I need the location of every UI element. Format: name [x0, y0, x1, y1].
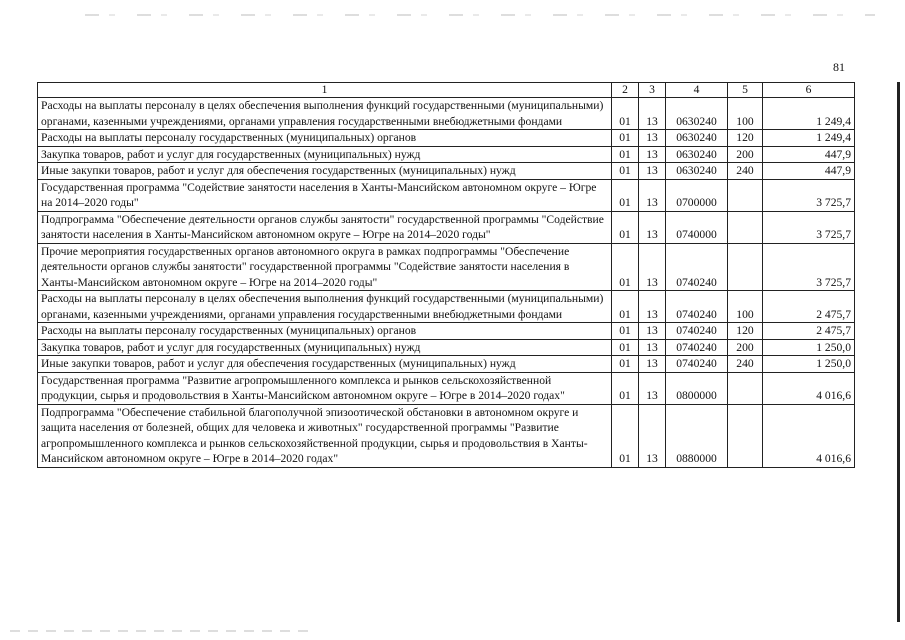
row-section-cell: 01	[612, 130, 639, 147]
row-target-article-cell: 0630240	[666, 98, 728, 130]
table-row	[38, 163, 855, 180]
row-amount-cell: 2 475,7	[763, 323, 855, 340]
row-amount-cell: 4 016,6	[763, 372, 855, 404]
row-expense-type-cell: 240	[728, 163, 763, 180]
table-row	[38, 291, 855, 323]
row-amount-cell: 1 249,4	[763, 130, 855, 147]
row-name-cell: Государственная программа "Развитие агропромышленного комплекса и рынков сельскохозяйственной продукции, сырья и продовольствия в Ханты-Мансийском автономном округе – Югре в 2014–2020 годах"	[38, 372, 612, 404]
table-row	[38, 211, 855, 243]
row-subsection-cell: 13	[639, 98, 666, 130]
row-subsection-cell: 13	[639, 356, 666, 373]
row-target-article-cell: 0700000	[666, 179, 728, 211]
row-section-cell: 01	[612, 356, 639, 373]
row-target-article-cell: 0740000	[666, 211, 728, 243]
table-row	[38, 179, 855, 211]
header-cell-name: 1	[38, 83, 612, 98]
row-expense-type-cell	[728, 372, 763, 404]
row-target-article-cell: 0630240	[666, 146, 728, 163]
row-amount-cell: 3 725,7	[763, 211, 855, 243]
row-expense-type-cell: 100	[728, 98, 763, 130]
row-name-cell: Иные закупки товаров, работ и услуг для обеспечения государственных (муниципальных) нужд	[38, 356, 612, 373]
row-amount-cell: 4 016,6	[763, 404, 855, 467]
row-subsection-cell: 13	[639, 163, 666, 180]
row-expense-type-cell: 120	[728, 323, 763, 340]
row-name-cell: Государственная программа "Содействие занятости населения в Ханты-Мансийском автономном округе – Югре на 2014–2020 годы"	[38, 179, 612, 211]
budget-table-body	[38, 83, 855, 468]
row-subsection-cell: 13	[639, 130, 666, 147]
row-subsection-cell: 13	[639, 146, 666, 163]
row-section-cell: 01	[612, 404, 639, 467]
row-name-cell: Закупка товаров, работ и услуг для государственных (муниципальных) нужд	[38, 339, 612, 356]
row-expense-type-cell: 200	[728, 146, 763, 163]
budget-table	[37, 82, 855, 468]
row-name-cell: Подпрограмма "Обеспечение деятельности органов службы занятости" государственной программы "Содействие занятости населения в Ханты-Мансийском автономном округе – Югре на 2014–2020 годы"	[38, 211, 612, 243]
row-subsection-cell: 13	[639, 372, 666, 404]
row-name-cell: Расходы на выплаты персоналу в целях обеспечения выполнения функций государственными (муниципальными) органами, казенными учреждениями, органами управления государственными внебюджетными фондами	[38, 98, 612, 130]
row-target-article-cell: 0880000	[666, 404, 728, 467]
table-row	[38, 146, 855, 163]
row-target-article-cell: 0740240	[666, 323, 728, 340]
row-target-article-cell: 0800000	[666, 372, 728, 404]
header-cell-rz: 2	[612, 83, 639, 98]
row-expense-type-cell: 200	[728, 339, 763, 356]
row-name-cell: Закупка товаров, работ и услуг для государственных (муниципальных) нужд	[38, 146, 612, 163]
row-name-cell: Подпрограмма "Обеспечение стабильной благополучной эпизоотической обстановки в автономном округе и защита населения от болезней, общих для человека и животных" государственной программы "Развитие агропромышленного комплекса и рынков сельскохозяйственной продукции, сырья и продовольствия в Ханты-Мансийском автономном округе – Югре в 2014–2020 годах"	[38, 404, 612, 467]
row-section-cell: 01	[612, 98, 639, 130]
header-cell-vr: 5	[728, 83, 763, 98]
row-amount-cell: 3 725,7	[763, 179, 855, 211]
table-row	[38, 372, 855, 404]
row-section-cell: 01	[612, 372, 639, 404]
row-subsection-cell: 13	[639, 211, 666, 243]
row-name-cell: Иные закупки товаров, работ и услуг для обеспечения государственных (муниципальных) нужд	[38, 163, 612, 180]
row-section-cell: 01	[612, 291, 639, 323]
row-amount-cell: 1 250,0	[763, 339, 855, 356]
row-target-article-cell: 0630240	[666, 163, 728, 180]
row-name-cell: Расходы на выплаты персоналу в целях обеспечения выполнения функций государственными (муниципальными) органами, казенными учреждениями, органами управления государственными внебюджетными фондами	[38, 291, 612, 323]
table-row	[38, 130, 855, 147]
table-row	[38, 243, 855, 291]
row-subsection-cell: 13	[639, 323, 666, 340]
footer-scan-noise	[10, 630, 310, 632]
row-section-cell: 01	[612, 323, 639, 340]
row-expense-type-cell	[728, 179, 763, 211]
row-subsection-cell: 13	[639, 404, 666, 467]
row-section-cell: 01	[612, 211, 639, 243]
row-name-cell: Расходы на выплаты персоналу государственных (муниципальных) органов	[38, 130, 612, 147]
row-expense-type-cell: 120	[728, 130, 763, 147]
table-header-row	[38, 83, 855, 98]
row-subsection-cell: 13	[639, 179, 666, 211]
table-row	[38, 356, 855, 373]
row-name-cell: Прочие мероприятия государственных органов автономного округа в рамках подпрограммы "Обеспечение деятельности органов службы занятости" государственной программы "Содействие занятости населения в Ханты-Мансийском автономном округе – Югре на 2014–2020 годы"	[38, 243, 612, 291]
row-section-cell: 01	[612, 243, 639, 291]
row-target-article-cell: 0630240	[666, 130, 728, 147]
table-row	[38, 404, 855, 467]
row-section-cell: 01	[612, 339, 639, 356]
row-section-cell: 01	[612, 146, 639, 163]
header-cell-pr: 3	[639, 83, 666, 98]
table-row	[38, 339, 855, 356]
row-amount-cell: 447,9	[763, 163, 855, 180]
page-number: 81	[833, 60, 845, 74]
row-expense-type-cell: 240	[728, 356, 763, 373]
row-amount-cell: 447,9	[763, 146, 855, 163]
row-expense-type-cell	[728, 404, 763, 467]
row-subsection-cell: 13	[639, 339, 666, 356]
header-cell-sum: 6	[763, 83, 855, 98]
row-amount-cell: 2 475,7	[763, 291, 855, 323]
table-row	[38, 98, 855, 130]
row-name-cell: Расходы на выплаты персоналу государственных (муниципальных) органов	[38, 323, 612, 340]
row-target-article-cell: 0740240	[666, 291, 728, 323]
table-row	[38, 323, 855, 340]
row-amount-cell: 1 250,0	[763, 356, 855, 373]
row-section-cell: 01	[612, 163, 639, 180]
row-target-article-cell: 0740240	[666, 356, 728, 373]
header-cell-csr: 4	[666, 83, 728, 98]
row-subsection-cell: 13	[639, 291, 666, 323]
row-expense-type-cell	[728, 243, 763, 291]
header-scan-noise	[85, 14, 875, 16]
row-expense-type-cell: 100	[728, 291, 763, 323]
row-amount-cell: 3 725,7	[763, 243, 855, 291]
row-subsection-cell: 13	[639, 243, 666, 291]
row-target-article-cell: 0740240	[666, 339, 728, 356]
row-expense-type-cell	[728, 211, 763, 243]
row-amount-cell: 1 249,4	[763, 98, 855, 130]
row-target-article-cell: 0740240	[666, 243, 728, 291]
row-section-cell: 01	[612, 179, 639, 211]
scan-edge-mark	[897, 82, 900, 622]
